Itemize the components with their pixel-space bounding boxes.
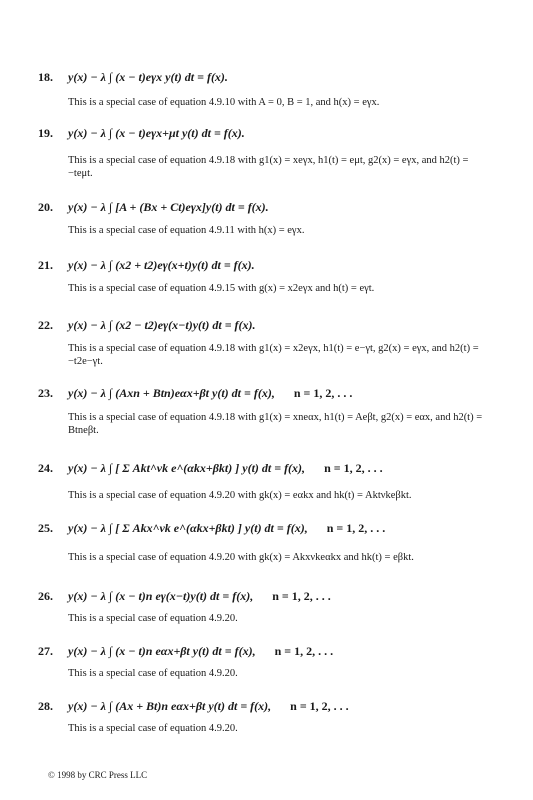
equation-note: This is a special case of equation 4.9.20. xyxy=(68,723,238,734)
equation xyxy=(68,589,331,604)
equation-note: This is a special case of equation 4.9.18 with g1(x) = xeγx, h1(t) = eμt, g2(x) = eγx, and h2(t) = −teμt. xyxy=(68,155,469,179)
equation-number: 19. xyxy=(38,126,53,140)
equation xyxy=(68,521,385,536)
equation-condition: n = 1, 2, . . . xyxy=(290,699,349,713)
equation-body: y(x) − λ ∫ [ Σ Akt^νk e^(αkx+βkt) ] y(t) dt = f(x), xyxy=(68,461,306,475)
equation-number: 21. xyxy=(38,258,53,272)
equation: y(x) − λ ∫ (x2 + t2)eγ(x+t)y(t) dt = f(x). xyxy=(68,258,255,272)
equation xyxy=(68,461,383,476)
equation-body: y(x) − λ ∫ (x − t)n eαx+βt y(t) dt = f(x), xyxy=(68,644,256,658)
equation-condition: n = 1, 2, . . . xyxy=(274,644,334,658)
equation-condition: n = 1, 2, . . . xyxy=(324,461,383,475)
equation-note: This is a special case of equation 4.9.15 with g(x) = x2eγx and h(t) = eγt. xyxy=(68,283,375,294)
equation: y(x) − λ ∫ [A + (Bx + Ct)eγx]y(t) dt = f(x). xyxy=(68,200,269,214)
equation xyxy=(68,644,333,659)
equation xyxy=(68,386,352,401)
equation-number: 27. xyxy=(38,644,53,658)
equation-number: 28. xyxy=(38,699,53,713)
equation-note: This is a special case of equation 4.9.20 with gk(x) = eαkx and hk(t) = Aktνkeβkt. xyxy=(68,490,412,501)
equation-number: 26. xyxy=(38,589,53,603)
equation-number: 20. xyxy=(38,200,53,214)
equation: y(x) − λ ∫ (x2 − t2)eγ(x−t)y(t) dt = f(x). xyxy=(68,318,256,332)
equation-body: y(x) − λ ∫ (Axn + Btn)eαx+βt y(t) dt = f(x), xyxy=(68,386,275,400)
equation-note: This is a special case of equation 4.9.10 with A = 0, B = 1, and h(x) = eγx. xyxy=(68,97,380,108)
equation: y(x) − λ ∫ (x − t)eγx y(t) dt = f(x). xyxy=(68,70,228,84)
equation-condition: n = 1, 2, . . . xyxy=(326,521,386,535)
equation-number: 22. xyxy=(38,318,53,332)
equation xyxy=(68,699,349,714)
equation-note: This is a special case of equation 4.9.20. xyxy=(68,613,238,624)
equation-body: y(x) − λ ∫ (x − t)n eγ(x−t)y(t) dt = f(x), xyxy=(68,589,254,603)
equation-note: This is a special case of equation 4.9.11 with h(x) = eγx. xyxy=(68,225,305,236)
equation-note: This is a special case of equation 4.9.18 with g1(x) = xneαx, h1(t) = Aeβt, g2(x) = eαx, and h2(t) = Btneβt. xyxy=(68,412,483,436)
equation-number: 23. xyxy=(38,386,53,400)
equation-body: y(x) − λ ∫ (Ax + Bt)n eαx+βt y(t) dt = f(x), xyxy=(68,699,272,713)
equation-number: 25. xyxy=(38,521,53,535)
equation-note: This is a special case of equation 4.9.20 with gk(x) = Akxνkeαkx and hk(t) = eβkt. xyxy=(68,552,414,563)
equation-condition: n = 1, 2, . . . xyxy=(272,589,331,603)
equation-body: y(x) − λ ∫ [ Σ Akx^νk e^(αkx+βkt) ] y(t) dt = f(x), xyxy=(68,521,308,535)
equation-note: This is a special case of equation 4.9.20. xyxy=(68,668,238,679)
equation-number: 24. xyxy=(38,461,53,475)
equation-condition: n = 1, 2, . . . xyxy=(293,386,353,400)
equation: y(x) − λ ∫ (x − t)eγx+μt y(t) dt = f(x). xyxy=(68,126,245,140)
copyright-footer: © 1998 by CRC Press LLC xyxy=(48,770,148,780)
equation-number: 18. xyxy=(38,70,53,84)
equation-note: This is a special case of equation 4.9.18 with g1(x) = x2eγx, h1(t) = e−γt, g2(x) = eγx, and h2(t) = −t2e−γt. xyxy=(68,343,479,367)
